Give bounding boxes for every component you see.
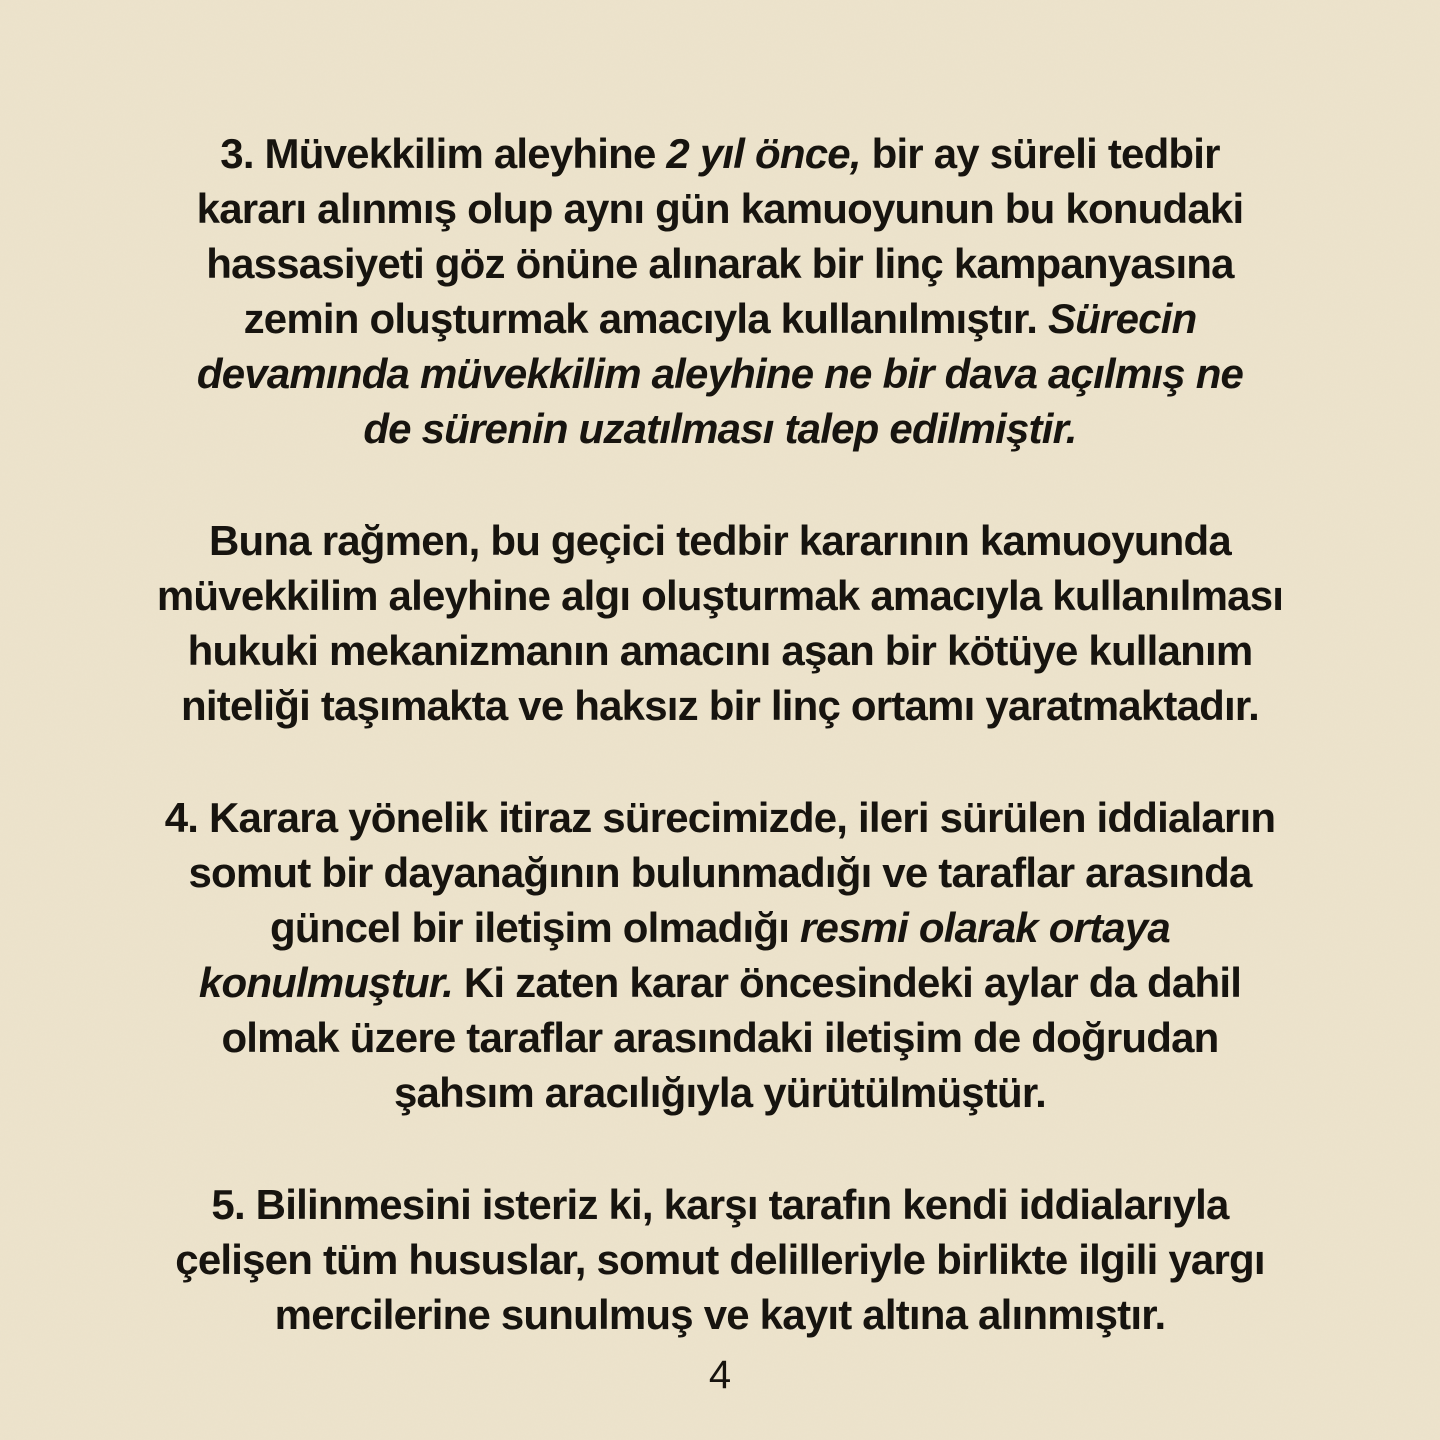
text-line [0,346,1440,401]
text-segment: Buna rağmen, bu geçici tedbir kararının kamuoyunda [209,517,1231,564]
text-line [0,401,1440,456]
text-segment: niteliği taşımakta ve haksız bir linç ortamı yaratmaktadır. [181,682,1259,729]
text-line [0,678,1440,733]
text-line [0,1232,1440,1287]
text-line [0,513,1440,568]
text-segment: bir ay süreli tedbir [860,130,1220,177]
text-line [0,1065,1440,1120]
text-segment: çelişen tüm hususlar, somut delilleriyle birlikte ilgili yargı [175,1236,1265,1283]
text-segment: devamında müvekkilim aleyhine ne bir dava açılmış ne [196,350,1244,397]
text-line [0,790,1440,845]
text-segment: somut bir dayanağının bulunmadığı ve taraflar arasında [188,849,1252,896]
text-segment: de sürenin uzatılması talep edilmiştir. [363,405,1077,452]
text-line [0,236,1440,291]
text-line [0,1010,1440,1065]
paragraph [0,1177,1440,1342]
text-segment: kararı alınmış olup aynı gün kamuoyunun bu konudaki [196,185,1244,232]
text-segment: müvekkilim aleyhine algı oluşturmak amacıyla kullanılması [156,572,1284,619]
text-line [0,291,1440,346]
text-line [0,181,1440,236]
text-segment: şahsım aracılığıyla yürütülmüştür. [393,1069,1047,1116]
paragraph [0,790,1440,1120]
text-segment: 3. Müvekkilim aleyhine [220,130,667,177]
text-line [0,623,1440,678]
page-number: 4 [708,1353,732,1397]
text-line [0,1287,1440,1342]
text-segment: zemin oluşturmak amacıyla kullanılmıştır. [243,295,1048,342]
text-segment: Ki zaten karar öncesindeki aylar da dahil [453,959,1242,1006]
document-body [0,126,1440,1399]
paragraph [0,513,1440,733]
text-line [0,568,1440,623]
text-segment: 2 yıl önce, [666,130,861,177]
text-segment: hassasiyeti göz önüne alınarak bir linç kampanyasına [206,240,1234,287]
text-segment: mercilerine sunulmuş ve kayıt altına alınmıştır. [274,1291,1166,1338]
text-line [0,845,1440,900]
text-segment: hukuki mekanizmanın amacını aşan bir kötüye kullanım [187,627,1253,674]
text-segment: Sürecin [1047,295,1197,342]
text-line [0,900,1440,955]
text-line [0,126,1440,181]
text-line [0,1177,1440,1232]
text-segment: konulmuştur. [198,959,453,1006]
text-segment: güncel bir iletişim olmadığı [270,904,800,951]
text-segment: 5. Bilinmesini isteriz ki, karşı tarafın kendi iddialarıyla [211,1181,1229,1228]
text-line [0,955,1440,1010]
text-segment: olmak üzere taraflar arasındaki iletişim de doğrudan [221,1014,1219,1061]
paragraph [0,126,1440,456]
text-segment: resmi olarak ortaya [799,904,1170,951]
text-segment: 4. Karara yönelik itiraz sürecimizde, ileri sürülen iddiaların [164,794,1276,841]
